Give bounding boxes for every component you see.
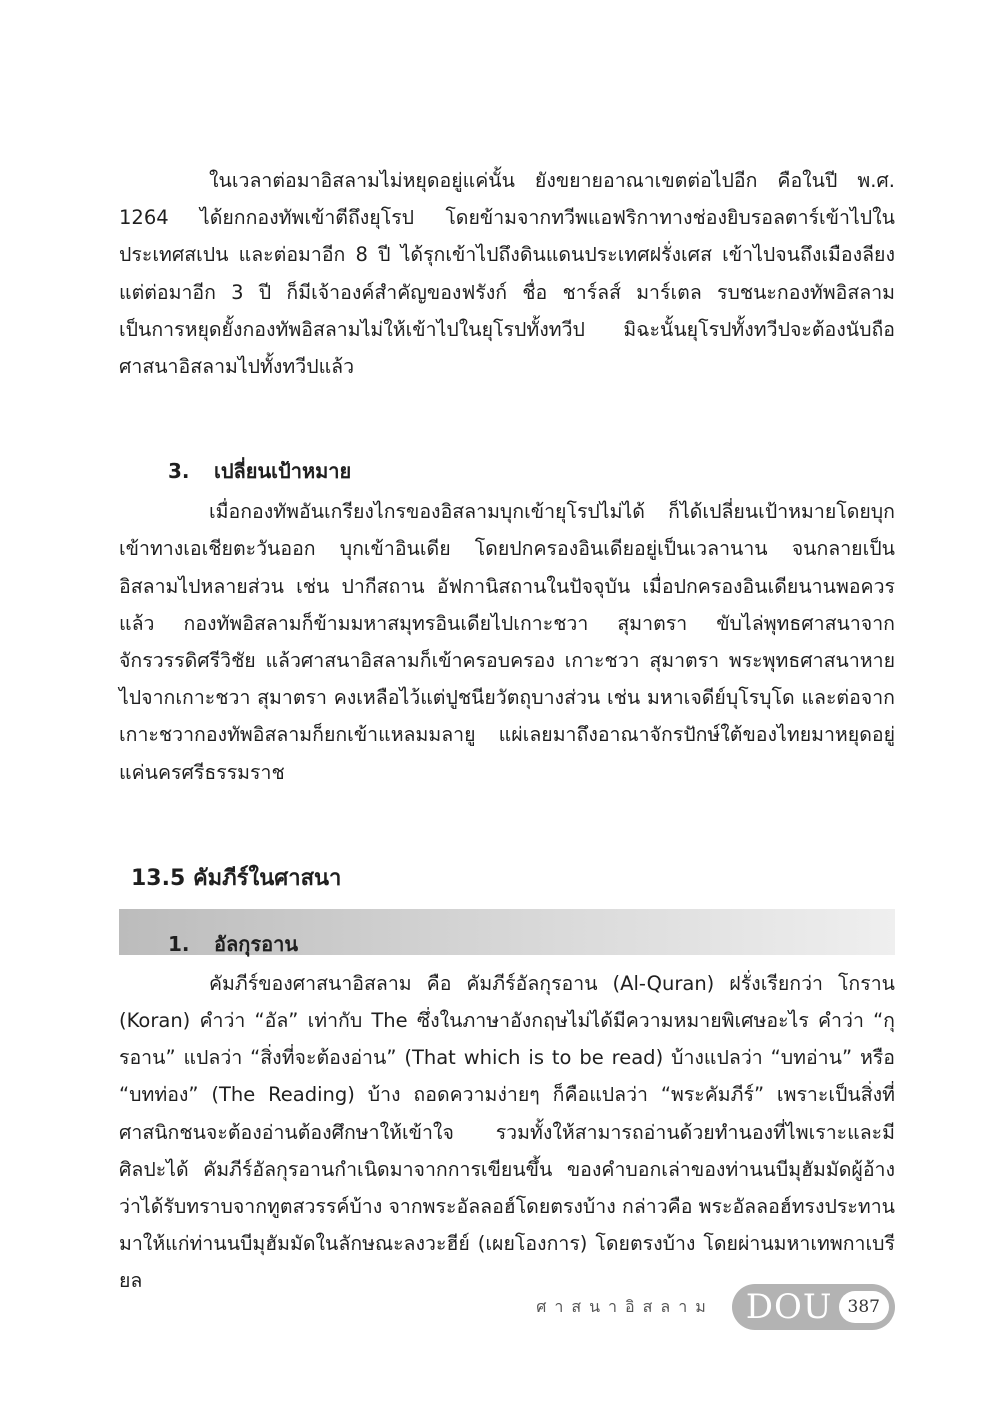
dou-logo: DOU <box>745 1287 833 1327</box>
section-3-heading <box>119 453 895 490</box>
intro-paragraph: ในเวลาต่อมาอิสลามไม่หยุดอยู่แค่นั้น ยังขยายอาณาเขตต่อไปอีก คือในปี พ.ศ. 1264 ได้ยกกองทัพเข้าตีถึงยุโรป โดยข้ามจากทวีพแอฟริกาทางช่องยิบรอลตาร์เข้าไปในประเทศสเปน และต่อมาอีก 8 ปี ได้รุกเข้าไปถึงดินแดนประเทศฝรั่งเศส เข้าไปจนถึงเมืองลียง แต่ต่อมาอีก 3 ปี ก็มีเจ้าองค์สำคัญของฟรังก์ ชื่อ ชาร์ลส์ มาร์เตล รบชนะกองทัพอิสลาม เป็นการหยุดยั้งกองทัพอิสลามไม่ให้เข้าไปในยุโรปทั้งทวีป มิฉะนั้นยุโรปทั้งทวีปจะต้องนับถือศาสนาอิสลามไปทั้งทวีปแล้ว <box>119 169 895 379</box>
section-3-number: 3. <box>168 459 190 484</box>
subsection-1-title: อัลกุรอาน <box>214 931 299 956</box>
footer-badge <box>732 1284 895 1330</box>
page-content <box>119 162 895 1300</box>
subsection-1-number: 1. <box>168 931 190 956</box>
section-13-5-title: 13.5 คัมภีร์ในศาสนา <box>131 865 342 891</box>
subsection-1-heading <box>119 926 298 963</box>
page-footer <box>536 1283 895 1331</box>
footer-subject: ศาสนาอิสลาม <box>536 1296 714 1316</box>
section-3-title: เปลี่ยนเป้าหมาย <box>214 459 352 484</box>
subsection-1-paragraph: คัมภีร์ของศาสนาอิสลาม คือ คัมภีร์อัลกุรอาน (Al-Quran) ฝรั่งเรียกว่า โกราน (Koran) คำว่า “อัล” เท่ากับ The ซึ่งในภาษาอังกฤษไม่ได้มีความหมายพิเศษอะไร คำว่า “กุรอาน” แปลว่า “สิ่งที่จะต้องอ่าน” (That which is to be read) บ้างแปลว่า “บทอ่าน” หรือ “บทท่อง” (The Reading) บ้าง ถอดความง่ายๆ ก็คือแปลว่า “พระคัมภีร์” เพราะเป็นสิ่งที่ศาสนิกชนจะต้องอ่านต้องศึกษาให้เข้าใจ รวมทั้งให้สามารถอ่านด้วยทำนองที่ไพเราะและมีศิลปะได้ คัมภีร์อัลกุรอานกำเนิดมาจากการเขียนขึ้น ของคำบอกเล่าของท่านนบีมุฮัมมัดผู้อ้างว่าได้รับทราบจากทูตสวรรค์บ้าง จากพระอัลลอฮ์โดยตรงบ้าง กล่าวคือ พระอัลลอฮ์ทรงประทานมาให้แก่ท่านนบีมุฮัมมัดในลักษณะลงวะฮีย์ (เผยโองการ) โดยตรงบ้าง โดยผ่านมหาเทพกาเบรียล <box>119 971 895 1293</box>
subsection-banner <box>119 909 895 955</box>
section-3-paragraph: เมื่อกองทัพอันเกรียงไกรของอิสลามบุกเข้ายุโรปไม่ได้ ก็ได้เปลี่ยนเป้าหมายโดยบุกเข้าทางเอเชียตะวันออก บุกเข้าอินเดีย โดยปกครองอินเดียอยู่เป็นเวลานาน จนกลายเป็นอิสลามไปหลายส่วน เช่น ปากีสถาน อัฟกานิสถานในปัจจุบัน เมื่อปกครองอินเดียนานพอควรแล้ว กองทัพอิสลามก็ข้ามมหาสมุทรอินเดียไปเกาะชวา สุมาตรา ขับไล่พุทธศาสนาจากจักรวรรดิศรีวิชัย แล้วศาสนาอิสลามก็เข้าครอบครอง เกาะชวา สุมาตรา พระพุทธศาสนาหายไปจากเกาะชวา สุมาตรา คงเหลือไว้แต่ปูชนียวัตถุบางส่วน เช่น มหาเจดีย์บุโรบุโด และต่อจากเกาะชวากองทัพอิสลามก็ยกเข้าแหลมมลายู แผ่เลยมาถึงอาณาจักรปักษ์ใต้ของไทยมาหยุดอยู่แค่นครศรีธรรมราช <box>119 500 895 784</box>
page-number: 387 <box>839 1291 889 1323</box>
